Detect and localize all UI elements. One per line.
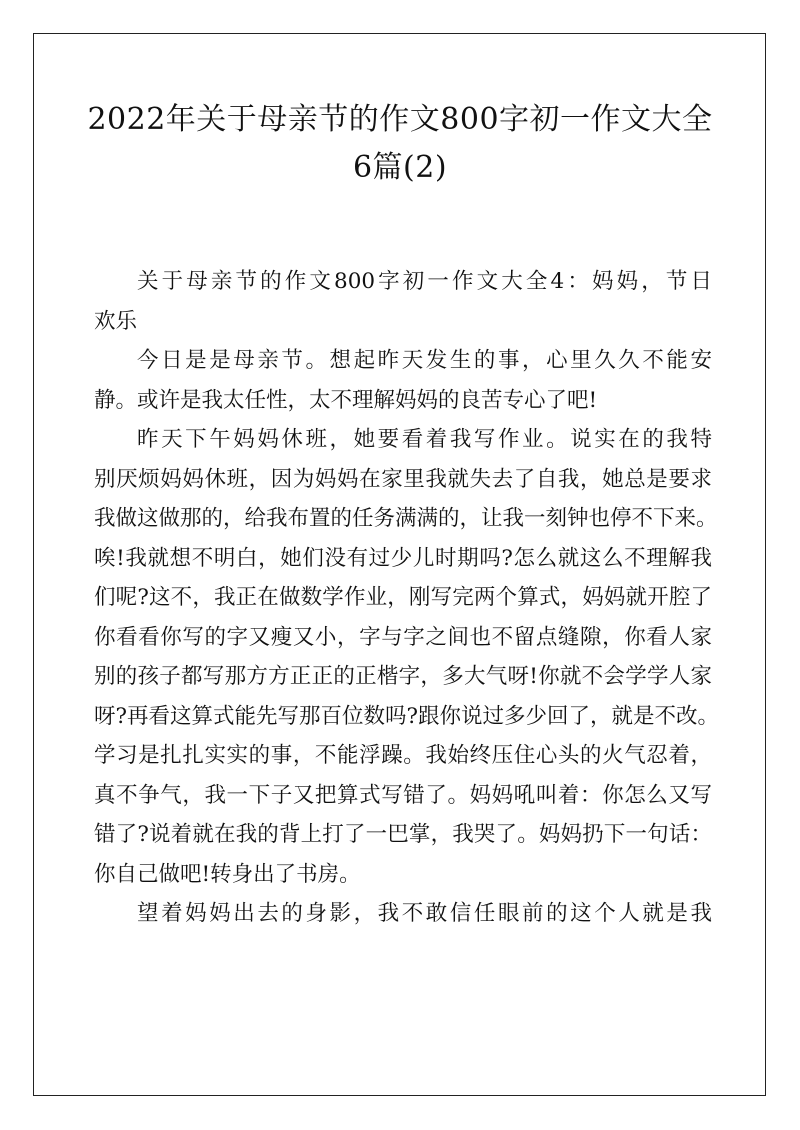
paragraph-line: 别的孩子都写那方方正正的正楷字，多大气呀!你就不会学学人家 (94, 664, 712, 689)
paragraph-line: 你自己做吧!转身出了书房。 (94, 861, 361, 887)
paragraph-line: 真不争气，我一下子又把算式写错了。妈妈吼叫着：你怎么又写 (94, 782, 712, 808)
paragraph-line: 唉!我就想不明白，她们没有过少儿时期吗?怎么就这么不理解我 (94, 545, 712, 571)
paragraph-line: 今日是是母亲节。想起昨天发生的事，心里久久不能安 (137, 348, 712, 373)
paragraph-2 (94, 341, 712, 420)
paragraph-line: 昨天下午妈妈休班，她要看着我写作业。说实在的我特 (137, 427, 712, 452)
paragraph-line: 静。或许是我太任性，太不理解妈妈的良苦专心了吧! (94, 387, 598, 413)
paragraph-line: 错了?说着就在我的背上打了一巴掌，我哭了。妈妈扔下一句话： (94, 822, 712, 847)
paragraph-3 (94, 420, 720, 894)
paragraph-line: 关于母亲节的作文800字初一作文大全4：妈妈，节日 (137, 269, 712, 294)
paragraph-line: 别厌烦妈妈休班，因为妈妈在家里我就失去了自我，她总是要求 (94, 466, 712, 492)
document-title (60, 96, 740, 192)
paragraph-1 (94, 262, 712, 341)
document-body (94, 262, 720, 934)
paragraph-line: 们呢?这不，我正在做数学作业，刚写完两个算式，妈妈就开腔了 (94, 585, 712, 610)
paragraph-line: 我做这做那的，给我布置的任务满满的，让我一刻钟也停不下来。 (94, 506, 718, 531)
paragraph-line: 呀?再看这算式能先写那百位数吗?跟你说过多少回了，就是不改。 (94, 703, 720, 729)
paragraph-line: 你看看你写的字又瘦又小，字与字之间也不留点缝隙，你看人家 (94, 624, 712, 650)
title-line-1: 2022年关于母亲节的作文800字初一作文大全 (87, 102, 713, 137)
paragraph-line: 学习是扎扎实实的事，不能浮躁。我始终压住心头的火气忍着， (94, 743, 712, 768)
title-line-2: 6篇(2) (352, 150, 448, 185)
paragraph-line: 望着妈妈出去的身影，我不敢信任眼前的这个人就是我 (137, 901, 712, 926)
paragraph-line: 欢乐 (94, 308, 138, 334)
paragraph-4 (94, 894, 712, 934)
